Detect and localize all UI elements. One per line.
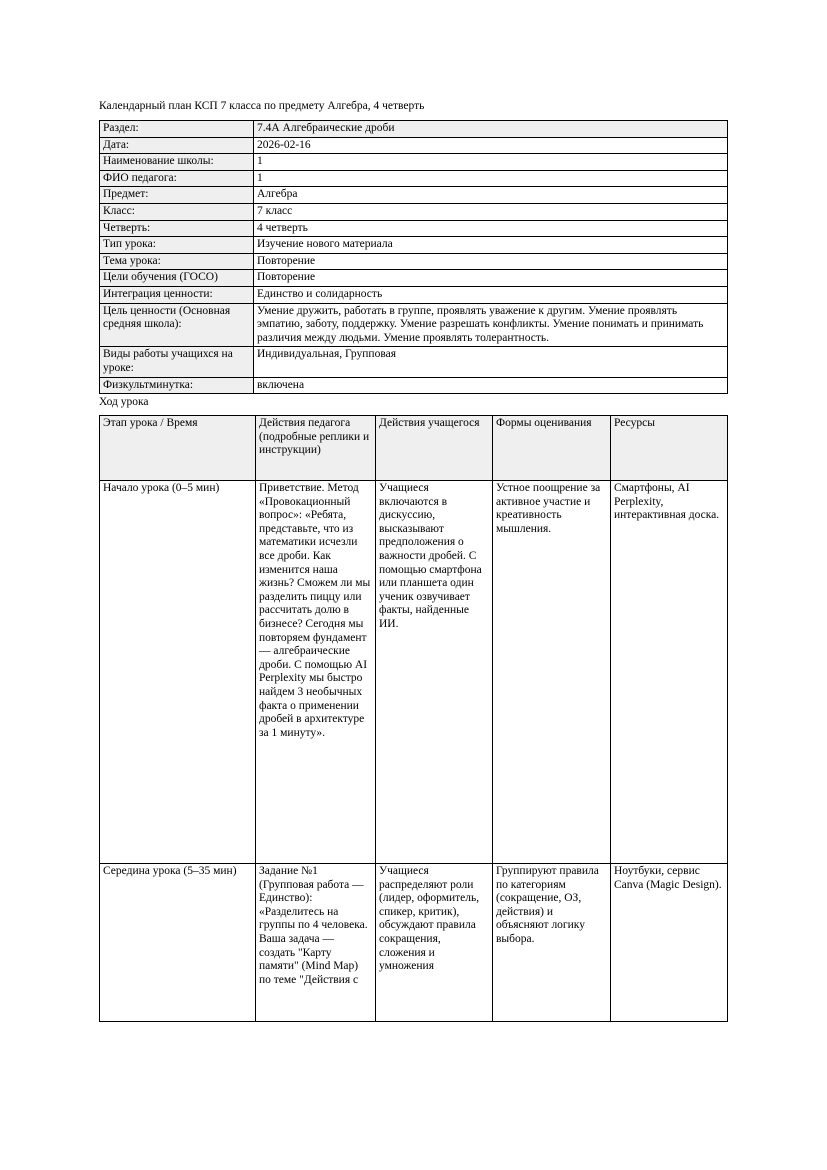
info-row-value: 1 (254, 154, 728, 171)
flow-cell-student-actions: Учащиеся распределяют роли (лидер, оформитель, спикер, критик), обсуждают правила сокращения, сложения и умножения (376, 864, 493, 1022)
info-table-row (100, 377, 728, 394)
info-row-value: 1 (254, 170, 728, 187)
flow-cell-student-actions: Учащиеся включаются в дискуссию, высказывают предположения о важности дробей. С помощью смартфона или планшета один ученик озвучивает факты, найденные ИИ. (376, 481, 493, 864)
info-row-value: Повторение (254, 270, 728, 287)
info-row-label: Наименование школы: (100, 154, 254, 171)
flow-table-body (100, 481, 728, 1022)
flow-table-head (100, 416, 728, 481)
info-row-value: Алгебра (254, 187, 728, 204)
info-row-value: включена (254, 377, 728, 394)
flow-column-header: Действия педагога (подробные реплики и инструкции) (256, 416, 376, 481)
flow-cell-stage: Начало урока (0–5 мин) (100, 481, 256, 864)
info-table-row (100, 121, 728, 138)
flow-column-header: Этап урока / Время (100, 416, 256, 481)
lesson-info-table (99, 120, 728, 394)
info-row-label: Дата: (100, 137, 254, 154)
info-table-row (100, 154, 728, 171)
info-table-row (100, 187, 728, 204)
info-row-value: 4 четверть (254, 220, 728, 237)
flow-column-header: Формы оценивания (493, 416, 611, 481)
info-row-label: Виды работы учащихся на уроке: (100, 347, 254, 377)
info-table-row (100, 303, 728, 347)
page-title: Календарный план КСП 7 класса по предмету Алгебра, 4 четверть (99, 100, 425, 112)
info-table-row (100, 237, 728, 254)
info-table-row (100, 220, 728, 237)
info-table-row (100, 170, 728, 187)
flow-cell-stage: Середина урока (5–35 мин) (100, 864, 256, 1022)
info-row-label: Предмет: (100, 187, 254, 204)
flow-cell-assessment: Устное поощрение за активное участие и креативность мышления. (493, 481, 611, 864)
info-table-row (100, 253, 728, 270)
info-row-label: Цель ценности (Основная средняя школа): (100, 303, 254, 347)
page-content (99, 99, 727, 1022)
flow-cell-resources: Ноутбуки, сервис Canva (Magic Design). (611, 864, 728, 1022)
info-table-body (100, 121, 728, 394)
info-row-label: Интеграция ценности: (100, 286, 254, 303)
info-row-label: Физкультминутка: (100, 377, 254, 394)
flow-table-row (100, 864, 728, 1022)
info-row-value: Единство и солидарность (254, 286, 728, 303)
info-row-label: ФИО педагога: (100, 170, 254, 187)
info-row-value: Повторение (254, 253, 728, 270)
info-row-label: Четверть: (100, 220, 254, 237)
info-table-row (100, 203, 728, 220)
info-table-row (100, 286, 728, 303)
info-row-value: 2026-02-16 (254, 137, 728, 154)
flow-cell-teacher-actions: Задание №1 (Групповая работа — Единство): «Разделитесь на группы по 4 человека. Ваша задача — создать "Карту памяти" (Mind Map) по теме "Действия с (256, 864, 376, 1022)
flow-header-row (100, 416, 728, 481)
info-row-value: Индивидуальная, Групповая (254, 347, 728, 377)
info-row-label: Тип урока: (100, 237, 254, 254)
info-table-row (100, 347, 728, 377)
lesson-flow-heading: Ход урока (99, 396, 149, 409)
info-row-label: Тема урока: (100, 253, 254, 270)
flow-cell-teacher-actions: Приветствие. Метод «Провокационный вопрос»: «Ребята, представьте, что из математики исчезли все дроби. Как изменится наша жизнь? Сможем ли мы разделить пиццу или рассчитать долю в бизнесе? Сегодня мы повторяем фундамент — алгебраические дроби. С помощью AI Perplexity мы быстро найдем 3 необычных факта о применении дробей в архитектуре за 1 минуту». (256, 481, 376, 864)
info-row-label: Цели обучения (ГОСО) (100, 270, 254, 287)
flow-column-header: Ресурсы (611, 416, 728, 481)
info-row-label: Раздел: (100, 121, 254, 138)
lesson-flow-table (99, 415, 728, 1022)
info-table-row (100, 270, 728, 287)
flow-cell-resources: Смартфоны, AI Perplexity, интерактивная доска. (611, 481, 728, 864)
flow-column-header: Действия учащегося (376, 416, 493, 481)
info-row-value: Умение дружить, работать в группе, проявлять уважение к другим. Умение проявлять эмпатию, заботу, поддержку. Умение разрешать конфликты. Умение понимать и принимать различия между людьми. Умение проявлять толерантность. (254, 303, 728, 347)
flow-table-row (100, 481, 728, 864)
info-row-value: 7.4А Алгебраические дроби (254, 121, 728, 138)
info-row-value: Изучение нового материала (254, 237, 728, 254)
info-row-label: Класс: (100, 203, 254, 220)
info-row-value: 7 класс (254, 203, 728, 220)
flow-cell-assessment: Группируют правила по категориям (сокращение, ОЗ, действия) и объясняют логику выбора. (493, 864, 611, 1022)
info-table-row (100, 137, 728, 154)
